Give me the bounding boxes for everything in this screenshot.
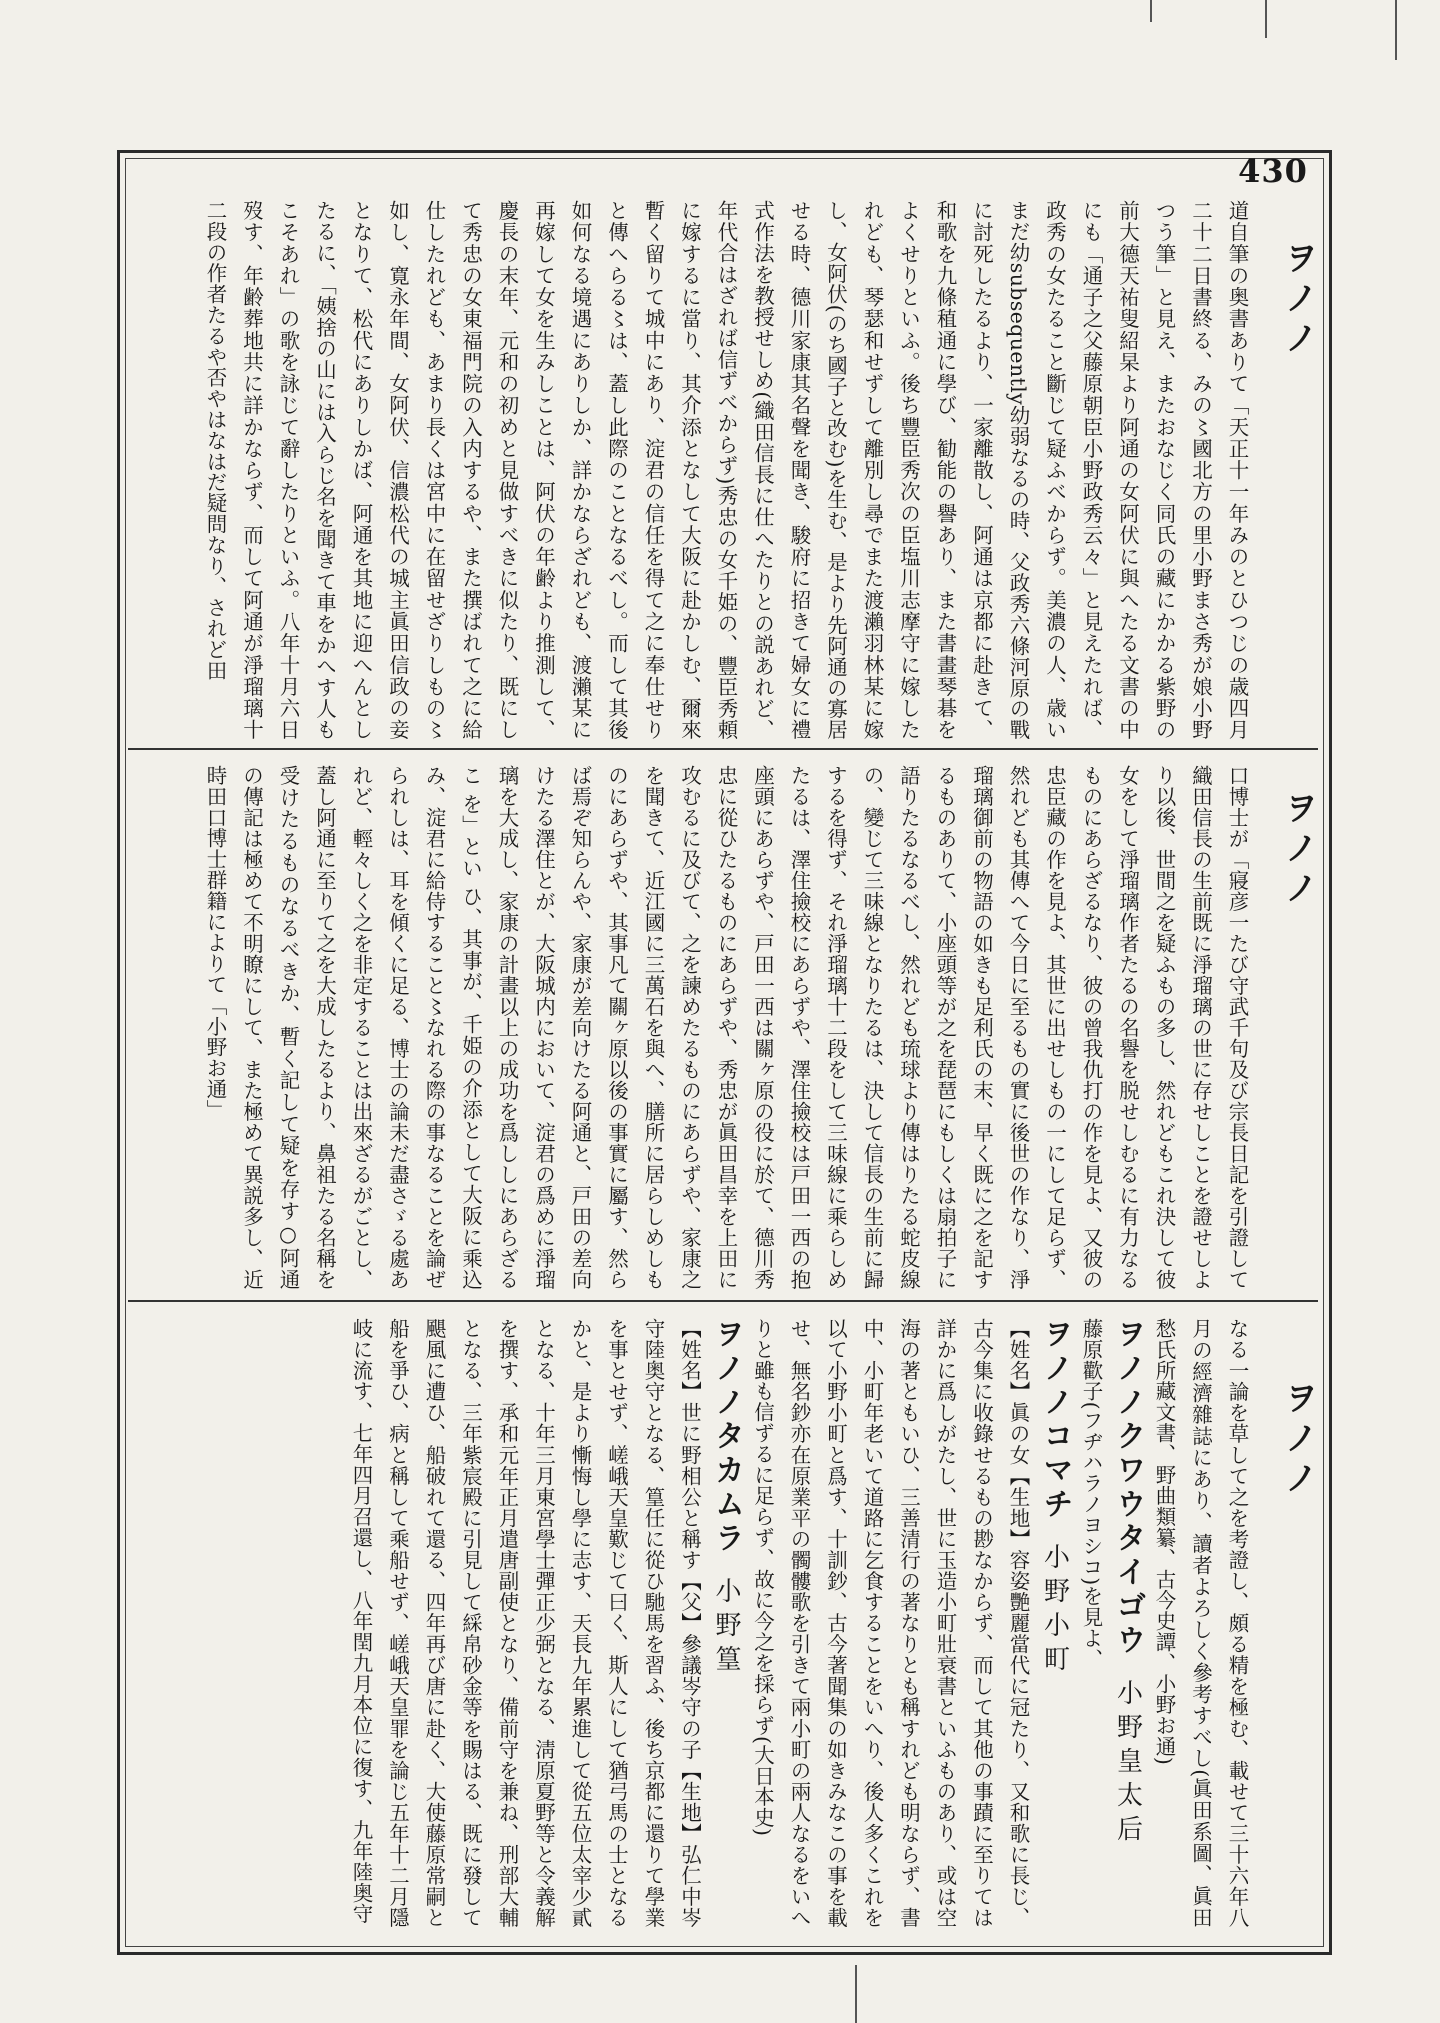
article-paragraph: 口博士が「寢彦一たび守武千句及び宗長日記を引證して織田信長の生前既に淨瑠璃の世に存せしことを證せしより以後、世間之を疑ふもの多し、然れどもこれ決して彼女をして淨瑠璃作者たるの名譽を脱せしむるに有力なるものにあらざるなり、彼の曾我仇打の作を見よ、又彼の忠臣藏の作を見よ、其世に出せしもの一にして足らず、然れども其傳へて今日に至るもの實に後世の作なり、淨瑠璃御前の物語の如きも足利氏の末、早く既に之を記するものありて、小座頭等が之を琵琶にもしくは扇拍子に語りたるなるべし、然れども琉球より傳はりたる蛇皮線の、變じて三味線となりたるは、決して信長の生前に歸するを得ず、それ淨瑠璃十二段をして三味線に乘らしめたるは、澤住撿校にあらずや、澤住撿校は戸田一西の抱座頭にあらずや、戸田一西は關ヶ原の役に於て、德川秀忠に從ひたるものにあらずや、秀忠が眞田昌幸を上田に攻むるに及びて、之を諫めたるものにあらずや、家康之を聞きて、近江國に三萬石を與へ、膳所に居らしめしものにあらずや、其事凡て關ヶ原以後の事實に屬す、然らば焉ぞ知らんや、家康が差向けたる阿通と、戸田の差向けたる澤住とが、大阪城内において、淀君の爲めに淨瑠璃を大成し、家康の計畫以上の成功を爲ししにあらざるこ を」とい ひ、其事が、千姫の介添として大阪に乘込み、淀君に給侍すること〻なれる際の事なることを論ぜられしは、耳を傾くに足る、博士の論未だ盡さゞる處あれど、輕々しく之を非定することは出來ざるがごとし、蓋し阿通に至りて之を大成したるより、鼻祖たる名稱を受けたるものなるべきか、暫く記して疑を存す○阿通の傳記は極めて不明瞭にして、また極めて異説多し、近時田口博士群籍によりて「小野お通」 [203,765,1249,1290]
running-header-top: ヲノノ [1278,240,1318,360]
article-paragraph: 道自筆の奥書ありて「天正十一年みのとひつじの歳四月二十二日書終る、みの〻國北方の里小野まさ秀が娘小野つう筆」と見え、またおなじく同氏の藏にかかる紫野の前大德天祐叟紹杲より阿通の女阿伏に與へたる文書の中にも「通子之父藤原朝臣小野政秀云々」と見えたれば、政秀の女たること斷じて疑ふべからず。美濃の人、歳いまだ幼subsequently幼弱なるの時、父政秀六條河原の戰に討死したるより、一家離散し、阿通は京都に赴きて、和歌を九條稙通に學び、勧能の譽あり、また書畫琴碁をよくせりといふ。後ち豐臣秀次の臣塩川志摩守に嫁したれども、琴瑟和せずして離別し尋でまた渡瀨羽林某に嫁し、女阿伏(のち國子と改む)を生む、是より先阿通の寡居せる時、德川家康其名聲を聞き、駿府に招きて婦女に禮式作法を教授せしめ(織田信長に仕へたりとの説あれど、年代合はざれば信ずべからず)秀忠の女千姫の、豐臣秀頼に嫁するに當り、其介添となして大阪に赴かしむ、爾來暫く留りて城中にあり、淀君の信任を得て之に奉仕せりと傳へらる〻は、蓋し此際のことなるべし。而して其後如何なる境遇にありしか、詳かならざれども、渡瀨某に再嫁して女を生みしことは、阿伏の年齢より推測して、慶長の末年、元和の初めと見做すべきに似たり、既にして秀忠の女東福門院の入内するや、また撰ばれて之に給仕したれども、あまり長くは宮中に在留せざりしもの〻如し、寛永年間、女阿伏、信濃松代の城主眞田信政の妾となりて、松代にありしかば、阿通を其地に迎へんとしたるに、「姨捨の山には入らじ名を聞きて車をかへす人もこそあれ」の歌を詠じて辭したりといふ。八年十月六日歿す、年齢葬地共に詳かならず、而して阿通が淨瑠璃十二段の作者たるや否やはなはだ疑問なり、されど田 [203,200,1249,740]
scan-edge-line [1150,0,1152,22]
scan-edge-line [855,1965,857,2023]
dictionary-entries [150,1318,1255,1928]
entry-body: 藤原歡子(フヂハラノヨシコ)を見よ、 [1079,1318,1103,1670]
section-divider [128,1300,1318,1302]
entry-onono-komachi [1036,1318,1073,1928]
running-header-middle: ヲノノ [1278,790,1318,910]
article-text-middle [150,765,1255,1290]
entry-body: 【姓名】眞の女【生地】容姿艷麗當代に冠たり、又和歌に長じ、古今集に收錄せるもの尠なからず、而して其他の事蹟に至りては詳かに爲しがたし、世に玉造小町壯衰書といふものあり、或は空海の著ともいひ、三善清行の著なりとも稱すれども明ならず、書中、小町年老いて道路に乞食することをいへり、後人多くこれを以て小野小町と爲す、十訓鈔、古今著聞集の如きみなこの事を載せ、無名鈔亦在原業平の髑髏歌を引きて兩小町の兩人なるをいへりと雖も信ずるに足らず、故に今之を採らず(大日本史) [750,1318,1030,1928]
article-text-top [150,200,1255,740]
running-header-bottom: ヲノノ [1278,1380,1318,1500]
entry-heading: ヲノノコマチ [1037,1318,1073,1522]
entry-onono-takamura [708,1318,745,1928]
entry-onono-kotaigo [1109,1318,1146,1928]
scan-edge-line [1265,0,1267,38]
scan-edge-line [1395,0,1397,60]
section-divider [128,748,1318,750]
page-number: 430 [1238,152,1308,190]
entry-body: 【姓名】世に野相公と稱す【父】參議岑守の子【生地】弘仁中岑守陸奥守となる、篁任に從ひ馳馬を習ふ、後ち京都に還りて學業を事とせず、嵯峨天皇歎じて曰く、斯人にして猶弓馬の士となるかと、是より慚悔し學に志す、天長九年累進して從五位太宰少貳となる、十年三月東宮學士彈正少弼となる、淸原夏野等と令義解を撰す、承和元年正月遣唐副使となり、備前守を兼ね、刑部大輔となる、三年紫宸殿に引見して綵帛砂金等を賜はる、既に發して颶風に遭ひ、船破れて還る、四年再び唐に赴く、大使藤原常嗣と船を爭ひ、病と稱して乘船せず、嵯峨天皇罪を論じ五年十二月隱岐に流す、七年四月召還し、八年閏九月本位に復す、九年陸奥守 [349,1318,702,1928]
entry-kanji-name: 小野皇太后 [1112,1678,1143,1849]
entry-heading: ヲノノタカムラ [709,1318,744,1556]
continuation-paragraph: なる一論を草して之を考證し、頗る精を極む、載せて三十六年八月の經濟雜誌にあり、讀者よろしく參考すべし(眞田系圖、眞田愁氏所藏文書、野曲類纂、古今史譚、小野お通) [1152,1318,1249,1928]
entry-heading: ヲノノクワウタイゴウ [1110,1318,1146,1658]
entry-kanji-name: 小野小町 [1039,1542,1070,1679]
entry-kanji-name: 小野篁 [711,1576,741,1679]
